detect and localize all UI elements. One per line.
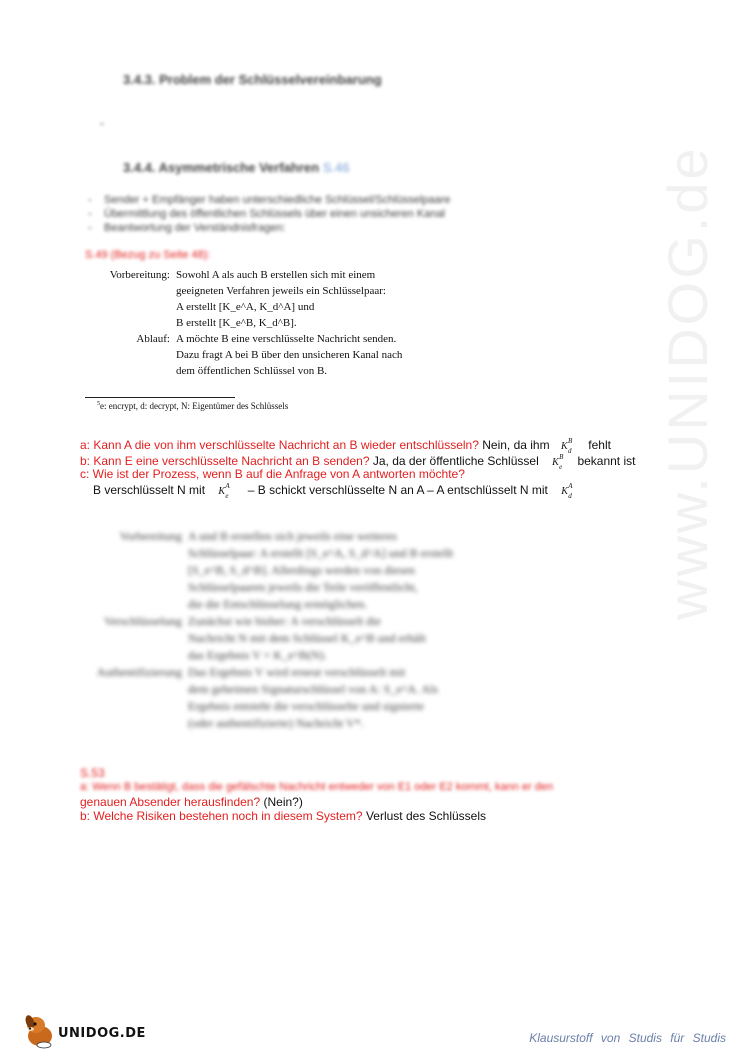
qa-a-answer: Nein, da ihm [482, 438, 550, 452]
footnote-text: e: encrypt, d: decrypt, N: Eigentümer des Schlüssels [100, 401, 289, 411]
ablauf-body [176, 331, 446, 379]
qa-c-answer-part1: B verschlüsselt N mit [93, 483, 206, 497]
def-body [188, 664, 468, 732]
footnote [97, 401, 288, 411]
watermark: www.UNIDOG.de [656, 145, 719, 620]
slide49-definition [78, 267, 446, 379]
def-line: Nachricht N mit dem Schlüssel K_e^B und erhält [188, 631, 426, 645]
slide53-a-question: genauen Absender herausfinden? [80, 795, 261, 809]
def-line: [S_e^B, S_d^B]. Allerdings werden von diesen [188, 563, 415, 577]
qa-c [80, 467, 465, 482]
section-344-bullets [88, 193, 450, 235]
ablauf-line: A möchte B eine verschlüsselte Nachricht senden. [176, 333, 397, 345]
def-line: dem geheimen Signaturschlüssel von A: S_e^A. Als [188, 682, 438, 696]
slide53-b-answer: Verlust des Schlüssels [365, 809, 486, 823]
footnote-rule [85, 397, 235, 398]
ablauf-label: Ablauf: [136, 333, 170, 345]
qa-b-question: b: Kann E eine verschlüsselte Nachricht an B senden? [80, 454, 370, 468]
list-item: - Beantwortung der Verständnisfragen: [88, 221, 450, 235]
vorbereitung-body [176, 267, 446, 331]
def-line: die die Entschlüsselung ermöglichen. [188, 597, 368, 611]
key-ke-a: K A e [218, 482, 230, 500]
def-body [188, 613, 468, 664]
list-item: - Übermittlung des öffentlichen Schlüssels über einen unsicheren Kanal [88, 207, 450, 221]
section-344-ref: S.46 [322, 160, 350, 175]
def-row-authentifizierung [88, 664, 468, 732]
signature-definition [88, 528, 468, 732]
vorbereitung-line: geeigneten Verfahren jeweils ein Schlüsselpaar: [176, 285, 386, 297]
vorbereitung-line: A erstellt [K_e^A, K_d^A] und [176, 301, 315, 313]
slide49-title: S.49 (Bezug zu Seite 48): [85, 249, 211, 261]
qa-c-question: c: Wie ist der Prozess, wenn B auf die Anfrage von A antworten möchte? [80, 467, 465, 481]
slide53-a [80, 795, 303, 810]
def-label: Authentifizierung [96, 665, 182, 679]
unidog-logo[interactable] [22, 1012, 152, 1050]
qa-c-answer [93, 483, 579, 499]
ablauf-row [78, 331, 446, 379]
vorbereitung-label: Vorbereitung: [109, 269, 170, 281]
logo-text: UNIDOG.DE [58, 1026, 146, 1041]
def-line: (oder authentifizierte) Nachricht V*. [188, 716, 364, 730]
qa-a-question: a: Kann A die von ihm verschlüsselte Nachricht an B wieder entschlüsseln? [80, 438, 479, 452]
slide53-title: S.53 [80, 766, 105, 780]
section-344-title: 3.4.4. Asymmetrische Verfahren [123, 160, 320, 175]
qa-b-answer: Ja, da der öffentliche Schlüssel [372, 454, 539, 468]
def-body [188, 528, 468, 613]
slide53-b [80, 809, 486, 824]
section-343-title: 3.4.3. Problem der Schlüsselvereinbarung [123, 72, 382, 87]
vorbereitung-line: Sowohl A als auch B erstellen sich mit einem [176, 269, 376, 281]
qa-a [80, 438, 611, 454]
section-343-dash: - [100, 116, 104, 130]
def-row-verschluesselung [88, 613, 468, 664]
def-label: Vorbereitung [119, 529, 182, 543]
def-row-vorbereitung [88, 528, 468, 613]
slide53-b-question: b: Welche Risiken bestehen noch in diesem System? [80, 809, 363, 823]
footer-tagline: Klausurstoff von Studis für Studis [529, 1031, 726, 1045]
list-item: - Sender + Empfänger haben unterschiedliche Schlüssel/Schlüsselpaare [88, 193, 450, 207]
def-line: Schlüsselpaar: A erstellt [S_e^A, S_d^A] und B erstellt [188, 546, 454, 560]
ablauf-line: dem öffentlichen Schlüssel von B. [176, 365, 328, 377]
slide53-a-line1: a: Wenn B bestätigt, dass die gefälschte Nachricht entweder von E1 oder E2 kommt, kann er den [80, 781, 554, 793]
ablauf-line: Dazu fragt A bei B über den unsicheren Kanal nach [176, 349, 403, 361]
key-kd-a: K A d [561, 482, 573, 500]
key-ke-b: K B e [552, 453, 564, 471]
def-line: Zunächst wie bisher: A verschlüsselt die [188, 614, 381, 628]
def-line: Das Ergebnis V wird erneut verschlüsselt mit [188, 665, 406, 679]
vorbereitung-line: B erstellt [K_e^B, K_d^B]. [176, 317, 297, 329]
qa-c-answer-part2: – B schickt verschlüsselte N an A – A entschlüsselt N mit [247, 483, 548, 497]
key-kd-b: K B d [560, 437, 573, 455]
slide53-a-answer: (Nein?) [263, 795, 303, 809]
vorbereitung-row [78, 267, 446, 331]
def-line: A und B erstellen sich jeweils eine weiteres [188, 529, 397, 543]
def-label: Verschlüsselung [104, 614, 182, 628]
footnote-mark: 5 [97, 401, 100, 407]
qa-b-tail: bekannt ist [577, 454, 636, 468]
dog-icon [22, 1012, 62, 1050]
qa-a-tail: fehlt [588, 438, 611, 452]
def-line: Schlüsselpaaren jeweils die Teile veröffentlicht, [188, 580, 418, 594]
def-line: Ergebnis entsteht die verschlüsselte und signierte [188, 699, 425, 713]
def-line: das Ergebnis V = K_e^B(N). [188, 648, 327, 662]
section-344-heading [123, 160, 349, 175]
